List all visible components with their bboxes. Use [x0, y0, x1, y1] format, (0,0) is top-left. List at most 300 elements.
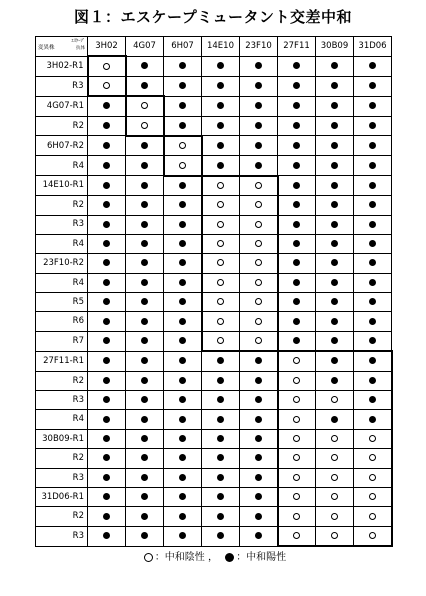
corner-variant-label: 変異株 [38, 45, 55, 52]
filled-circle-icon [217, 82, 224, 89]
filled-circle-icon [103, 240, 110, 247]
filled-circle-icon [293, 182, 300, 189]
filled-circle-icon [293, 298, 300, 305]
open-circle-icon [255, 279, 262, 286]
result-cell [126, 391, 164, 410]
result-cell [240, 487, 278, 506]
result-cell [240, 96, 278, 116]
result-cell [316, 273, 354, 292]
result-cell [88, 391, 126, 410]
filled-circle-icon [293, 62, 300, 69]
table-row [36, 234, 392, 253]
result-cell [202, 96, 240, 116]
result-cell [354, 136, 392, 156]
result-cell [278, 96, 316, 116]
filled-circle-icon [255, 435, 262, 442]
table-row [36, 449, 392, 468]
result-cell [278, 156, 316, 176]
result-cell [354, 410, 392, 429]
result-cell [354, 96, 392, 116]
row-label: R4 [36, 273, 88, 292]
result-cell [202, 156, 240, 176]
filled-circle-icon [179, 201, 186, 208]
result-cell [354, 196, 392, 215]
result-cell [240, 331, 278, 351]
result-cell [278, 76, 316, 96]
result-cell [278, 391, 316, 410]
open-circle-icon [293, 532, 300, 539]
filled-circle-icon [103, 102, 110, 109]
row-label: 14E10-R1 [36, 176, 88, 196]
filled-circle-icon [255, 102, 262, 109]
result-cell [164, 312, 202, 331]
open-circle-icon [293, 396, 300, 403]
filled-circle-icon [293, 337, 300, 344]
filled-circle-icon [369, 182, 376, 189]
result-cell [240, 273, 278, 292]
column-header: 14E10 [202, 37, 240, 57]
open-circle-icon [217, 221, 224, 228]
filled-circle-icon [179, 435, 186, 442]
open-circle-icon [217, 182, 224, 189]
result-cell [240, 312, 278, 331]
open-circle-icon [293, 416, 300, 423]
table-row [36, 312, 392, 331]
filled-circle-icon [141, 201, 148, 208]
result-cell [126, 410, 164, 429]
open-circle-icon [255, 221, 262, 228]
result-cell [240, 293, 278, 312]
filled-circle-icon [141, 318, 148, 325]
filled-circle-icon [369, 396, 376, 403]
open-circle-icon [369, 435, 376, 442]
result-cell [278, 468, 316, 487]
filled-circle-icon [103, 279, 110, 286]
result-cell [316, 331, 354, 351]
result-cell [316, 96, 354, 116]
filled-circle-icon [255, 416, 262, 423]
filled-circle-icon [369, 318, 376, 325]
filled-circle-icon [255, 454, 262, 461]
result-cell [240, 429, 278, 448]
filled-circle-icon [331, 298, 338, 305]
filled-circle-icon [141, 493, 148, 500]
filled-circle-icon [179, 493, 186, 500]
result-cell [278, 136, 316, 156]
result-cell [240, 234, 278, 253]
result-cell [354, 234, 392, 253]
filled-circle-icon [331, 142, 338, 149]
filled-circle-icon [217, 532, 224, 539]
filled-circle-icon [141, 142, 148, 149]
filled-circle-icon [293, 122, 300, 129]
result-cell [240, 351, 278, 371]
result-cell [278, 254, 316, 273]
legend [0, 548, 426, 563]
result-cell [126, 526, 164, 546]
open-circle-icon [144, 553, 153, 562]
row-label: 6H07-R2 [36, 136, 88, 156]
result-cell [126, 371, 164, 390]
filled-circle-icon [331, 82, 338, 89]
result-cell [202, 507, 240, 526]
filled-circle-icon [255, 377, 262, 384]
result-cell [164, 410, 202, 429]
result-cell [164, 116, 202, 136]
result-cell [354, 56, 392, 76]
filled-circle-icon [255, 513, 262, 520]
result-cell [164, 176, 202, 196]
result-cell [164, 234, 202, 253]
filled-circle-icon [217, 102, 224, 109]
filled-circle-icon [141, 62, 148, 69]
open-circle-icon [141, 122, 148, 129]
result-cell [316, 116, 354, 136]
result-cell [164, 429, 202, 448]
table-row [36, 410, 392, 429]
open-circle-icon [331, 396, 338, 403]
result-cell [88, 449, 126, 468]
result-cell [126, 156, 164, 176]
filled-circle-icon [293, 82, 300, 89]
table-row [36, 136, 392, 156]
result-cell [240, 254, 278, 273]
filled-circle-icon [141, 474, 148, 481]
row-label: R2 [36, 116, 88, 136]
result-cell [126, 234, 164, 253]
result-cell [88, 273, 126, 292]
result-cell [164, 76, 202, 96]
open-circle-icon [293, 454, 300, 461]
filled-circle-icon [331, 62, 338, 69]
column-header: 23F10 [240, 37, 278, 57]
result-cell [88, 196, 126, 215]
open-circle-icon [331, 513, 338, 520]
filled-circle-icon [103, 298, 110, 305]
filled-circle-icon [103, 221, 110, 228]
table-corner-cell [36, 37, 88, 57]
result-cell [202, 116, 240, 136]
filled-circle-icon [331, 122, 338, 129]
filled-circle-icon [255, 82, 262, 89]
row-label: R4 [36, 410, 88, 429]
page-title: 図１：エスケープミュータント交差中和 [74, 8, 352, 26]
filled-circle-icon [217, 454, 224, 461]
filled-circle-icon [103, 318, 110, 325]
result-cell [88, 156, 126, 176]
result-cell [126, 293, 164, 312]
filled-circle-icon [331, 201, 338, 208]
filled-circle-icon [331, 318, 338, 325]
result-cell [126, 449, 164, 468]
result-cell [126, 487, 164, 506]
result-cell [126, 331, 164, 351]
corner-antibody-label: 抗体 [76, 46, 85, 51]
result-cell [354, 76, 392, 96]
filled-circle-icon [103, 532, 110, 539]
filled-circle-icon [369, 298, 376, 305]
result-cell [240, 215, 278, 234]
result-cell [316, 371, 354, 390]
result-cell [316, 215, 354, 234]
row-label: R2 [36, 449, 88, 468]
filled-circle-icon [217, 62, 224, 69]
result-cell [202, 312, 240, 331]
table-row [36, 56, 392, 76]
filled-circle-icon [255, 474, 262, 481]
row-label: R4 [36, 234, 88, 253]
result-cell [316, 487, 354, 506]
open-circle-icon [255, 182, 262, 189]
result-cell [202, 526, 240, 546]
filled-circle-icon [331, 240, 338, 247]
result-cell [278, 526, 316, 546]
filled-circle-icon [369, 416, 376, 423]
open-circle-icon [255, 259, 262, 266]
filled-circle-icon [331, 357, 338, 364]
row-label: R3 [36, 391, 88, 410]
table-row [36, 371, 392, 390]
result-cell [240, 410, 278, 429]
filled-circle-icon [141, 279, 148, 286]
filled-circle-icon [103, 357, 110, 364]
filled-circle-icon [369, 221, 376, 228]
table-row [36, 116, 392, 136]
result-cell [126, 254, 164, 273]
open-circle-icon [179, 142, 186, 149]
filled-circle-icon [179, 357, 186, 364]
filled-circle-icon [331, 377, 338, 384]
result-cell [202, 293, 240, 312]
table-row [36, 273, 392, 292]
result-cell [202, 76, 240, 96]
filled-circle-icon [179, 396, 186, 403]
open-circle-icon [255, 318, 262, 325]
row-label: R7 [36, 331, 88, 351]
open-circle-icon [255, 337, 262, 344]
result-cell [202, 351, 240, 371]
filled-circle-icon [103, 435, 110, 442]
filled-circle-icon [179, 221, 186, 228]
table-row [36, 156, 392, 176]
result-cell [316, 136, 354, 156]
table-row [36, 507, 392, 526]
table-row [36, 293, 392, 312]
result-cell [164, 273, 202, 292]
result-cell [88, 136, 126, 156]
open-circle-icon [217, 337, 224, 344]
filled-circle-icon [179, 377, 186, 384]
filled-circle-icon [103, 454, 110, 461]
result-cell [164, 156, 202, 176]
filled-circle-icon [293, 201, 300, 208]
result-cell [316, 234, 354, 253]
result-cell [88, 526, 126, 546]
result-cell [278, 351, 316, 371]
row-label: R3 [36, 468, 88, 487]
filled-circle-icon [103, 259, 110, 266]
result-cell [316, 56, 354, 76]
result-cell [126, 76, 164, 96]
result-cell [202, 254, 240, 273]
filled-circle-icon [141, 532, 148, 539]
filled-circle-icon [179, 102, 186, 109]
filled-circle-icon [293, 259, 300, 266]
result-cell [354, 371, 392, 390]
result-cell [316, 254, 354, 273]
filled-circle-icon [103, 162, 110, 169]
result-cell [316, 312, 354, 331]
result-cell [88, 76, 126, 96]
filled-circle-icon [255, 493, 262, 500]
table-row [36, 487, 392, 506]
filled-circle-icon [255, 122, 262, 129]
result-cell [164, 507, 202, 526]
result-cell [240, 507, 278, 526]
result-cell [354, 116, 392, 136]
filled-circle-icon [103, 122, 110, 129]
table-row [36, 331, 392, 351]
result-cell [126, 273, 164, 292]
result-cell [126, 196, 164, 215]
filled-circle-icon [141, 416, 148, 423]
result-cell [88, 293, 126, 312]
filled-circle-icon [141, 221, 148, 228]
filled-circle-icon [293, 279, 300, 286]
result-cell [240, 116, 278, 136]
open-circle-icon [293, 377, 300, 384]
result-cell [278, 116, 316, 136]
result-cell [202, 468, 240, 487]
row-label: 30B09-R1 [36, 429, 88, 448]
open-circle-icon [369, 493, 376, 500]
result-cell [88, 429, 126, 448]
result-cell [88, 371, 126, 390]
filled-circle-icon [179, 532, 186, 539]
result-cell [316, 507, 354, 526]
result-cell [164, 449, 202, 468]
row-label: 27F11-R1 [36, 351, 88, 371]
table-row [36, 196, 392, 215]
row-label: 31D06-R1 [36, 487, 88, 506]
column-header: 6H07 [164, 37, 202, 57]
filled-circle-icon [369, 82, 376, 89]
filled-circle-icon [141, 240, 148, 247]
result-cell [164, 96, 202, 116]
result-cell [316, 76, 354, 96]
open-circle-icon [217, 240, 224, 247]
row-label: 4G07-R1 [36, 96, 88, 116]
filled-circle-icon [103, 337, 110, 344]
result-cell [126, 136, 164, 156]
result-cell [278, 371, 316, 390]
result-cell [316, 176, 354, 196]
filled-circle-icon [103, 396, 110, 403]
table-row [36, 351, 392, 371]
result-cell [88, 410, 126, 429]
filled-circle-icon [217, 435, 224, 442]
filled-circle-icon [331, 182, 338, 189]
filled-circle-icon [369, 102, 376, 109]
filled-circle-icon [141, 377, 148, 384]
table-header-row [36, 37, 392, 57]
result-cell [202, 371, 240, 390]
result-cell [88, 116, 126, 136]
filled-circle-icon [217, 493, 224, 500]
filled-circle-icon [369, 357, 376, 364]
filled-circle-icon [179, 182, 186, 189]
result-cell [88, 56, 126, 76]
legend-positive-label: ：中和陽性 [236, 552, 287, 563]
filled-circle-icon [217, 513, 224, 520]
filled-circle-icon [179, 62, 186, 69]
table-row [36, 526, 392, 546]
filled-circle-icon [293, 221, 300, 228]
open-circle-icon [293, 357, 300, 364]
filled-circle-icon [141, 259, 148, 266]
result-cell [126, 176, 164, 196]
filled-circle-icon [103, 493, 110, 500]
column-header: 31D06 [354, 37, 392, 57]
result-cell [240, 371, 278, 390]
filled-circle-icon [179, 82, 186, 89]
result-cell [202, 429, 240, 448]
open-circle-icon [217, 318, 224, 325]
filled-circle-icon [331, 162, 338, 169]
filled-circle-icon [217, 142, 224, 149]
table-row [36, 429, 392, 448]
filled-circle-icon [255, 62, 262, 69]
filled-circle-icon [255, 142, 262, 149]
result-cell [354, 176, 392, 196]
filled-circle-icon [179, 474, 186, 481]
open-circle-icon [217, 201, 224, 208]
filled-circle-icon [103, 474, 110, 481]
result-cell [164, 196, 202, 215]
filled-circle-icon [331, 416, 338, 423]
open-circle-icon [293, 493, 300, 500]
legend-separator: ， [208, 552, 218, 563]
filled-circle-icon [179, 259, 186, 266]
filled-circle-icon [369, 201, 376, 208]
result-cell [202, 449, 240, 468]
result-cell [164, 351, 202, 371]
column-header: 4G07 [126, 37, 164, 57]
filled-circle-icon [331, 279, 338, 286]
filled-circle-icon [141, 435, 148, 442]
filled-circle-icon [369, 337, 376, 344]
filled-circle-icon [293, 240, 300, 247]
table-row [36, 215, 392, 234]
result-cell [164, 254, 202, 273]
result-cell [316, 391, 354, 410]
row-label: R3 [36, 76, 88, 96]
filled-circle-icon [141, 357, 148, 364]
filled-circle-icon [369, 162, 376, 169]
result-cell [88, 96, 126, 116]
open-circle-icon [369, 513, 376, 520]
filled-circle-icon [255, 532, 262, 539]
open-circle-icon [293, 435, 300, 442]
result-cell [88, 331, 126, 351]
result-cell [278, 293, 316, 312]
filled-circle-icon [293, 318, 300, 325]
filled-circle-icon [141, 182, 148, 189]
result-cell [164, 293, 202, 312]
result-cell [126, 116, 164, 136]
neutralization-table [35, 36, 393, 547]
filled-circle-icon [179, 240, 186, 247]
